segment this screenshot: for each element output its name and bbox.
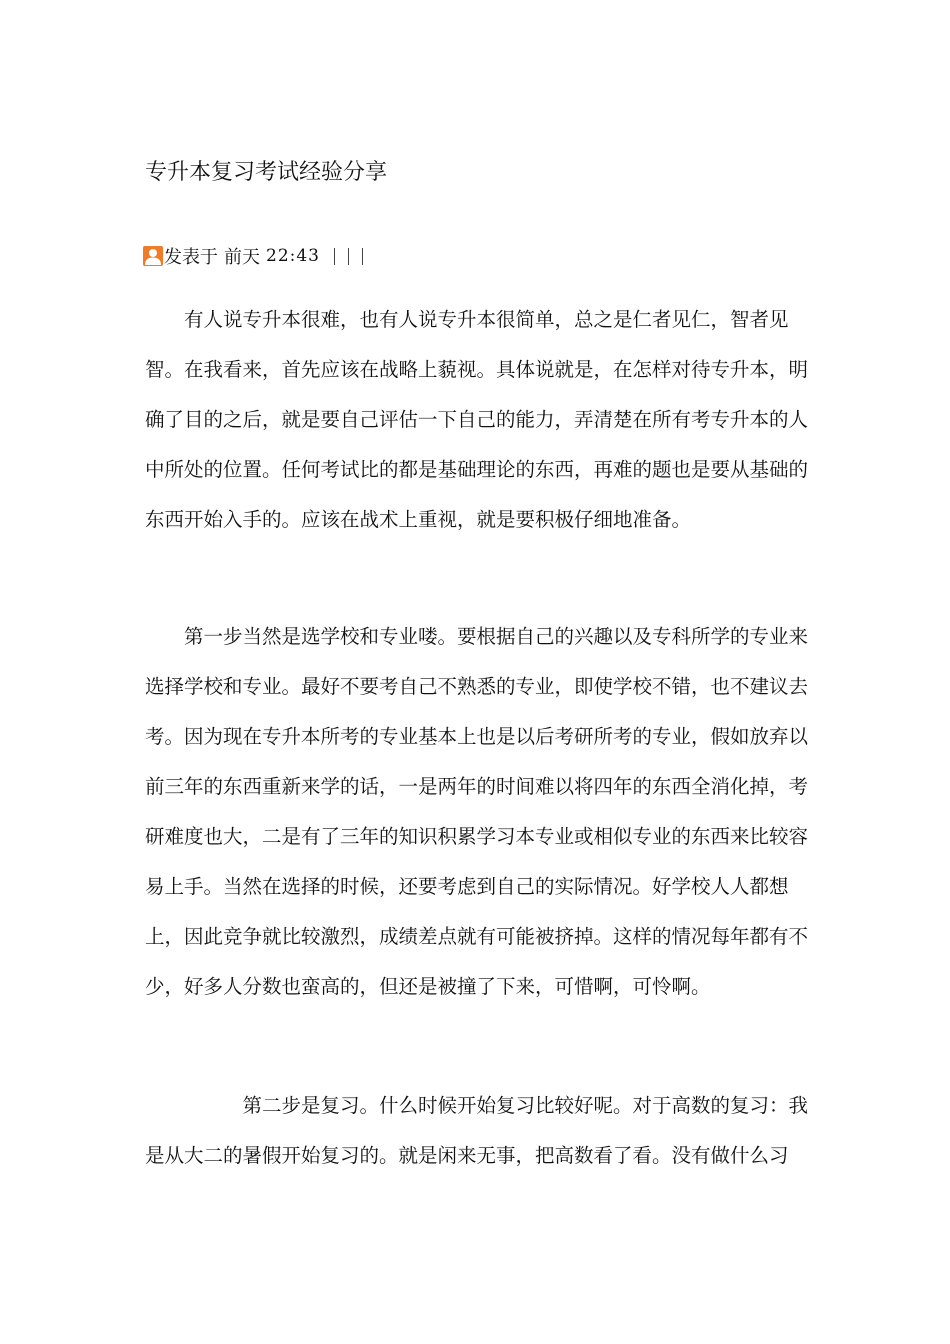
paragraph-line: 考。因为现在专升本所考的专业基本上也是以后考研所考的专业，假如放弃以 bbox=[145, 725, 809, 748]
posted-when: 前天 bbox=[224, 247, 260, 268]
paragraph-2 bbox=[145, 612, 809, 1012]
meta-divider bbox=[334, 248, 335, 265]
paragraph-line: 第一步当然是选学校和专业喽。要根据自己的兴趣以及专科所学的专业来 bbox=[145, 625, 809, 648]
paragraph-line: 智。在我看来，首先应该在战略上藐视。具体说就是，在怎样对待专升本，明 bbox=[145, 358, 809, 381]
user-icon bbox=[143, 246, 163, 266]
article-title: 专升本复习考试经验分享 bbox=[145, 160, 388, 185]
paragraph-line: 东西开始入手的。应该在战术上重视，就是要积极仔细地准备。 bbox=[145, 508, 692, 531]
paragraph-3 bbox=[145, 1081, 809, 1181]
paragraph-line: 少，好多人分数也蛮高的，但还是被撞了下来，可惜啊，可怜啊。 bbox=[145, 975, 711, 998]
meta-divider bbox=[348, 248, 349, 265]
paragraph-line: 研难度也大，二是有了三年的知识积累学习本专业或相似专业的东西来比较容 bbox=[145, 825, 809, 848]
paragraph-line: 是从大二的暑假开始复习的。就是闲来无事，把高数看了看。没有做什么习 bbox=[145, 1144, 789, 1167]
paragraph-1 bbox=[145, 295, 809, 545]
paragraph-line: 中所处的位置。任何考试比的都是基础理论的东西，再难的题也是要从基础的 bbox=[145, 458, 809, 481]
paragraph-line: 选择学校和专业。最好不要考自己不熟悉的专业，即使学校不错，也不建议去 bbox=[145, 675, 809, 698]
paragraph-line: 上，因此竞争就比较激烈，成绩差点就有可能被挤掉。这样的情况每年都有不 bbox=[145, 925, 809, 948]
paragraph-line: 有人说专升本很难，也有人说专升本很简单，总之是仁者见仁，智者见 bbox=[145, 308, 789, 331]
meta-divider bbox=[362, 248, 363, 265]
paragraph-line: 前三年的东西重新来学的话，一是两年的时间难以将四年的东西全消化掉，考 bbox=[145, 775, 809, 798]
post-meta bbox=[143, 244, 376, 268]
paragraph-line: 易上手。当然在选择的时候，还要考虑到自己的实际情况。好学校人人都想 bbox=[145, 875, 789, 898]
paragraph-line: 第二步是复习。什么时候开始复习比较好呢。对于高数的复习：我 bbox=[145, 1094, 809, 1117]
posted-time: 22:43 bbox=[266, 246, 320, 266]
paragraph-line: 确了目的之后，就是要自己评估一下自己的能力，弄清楚在所有考专升本的人 bbox=[145, 408, 809, 431]
posted-label: 发表于 bbox=[164, 247, 218, 268]
